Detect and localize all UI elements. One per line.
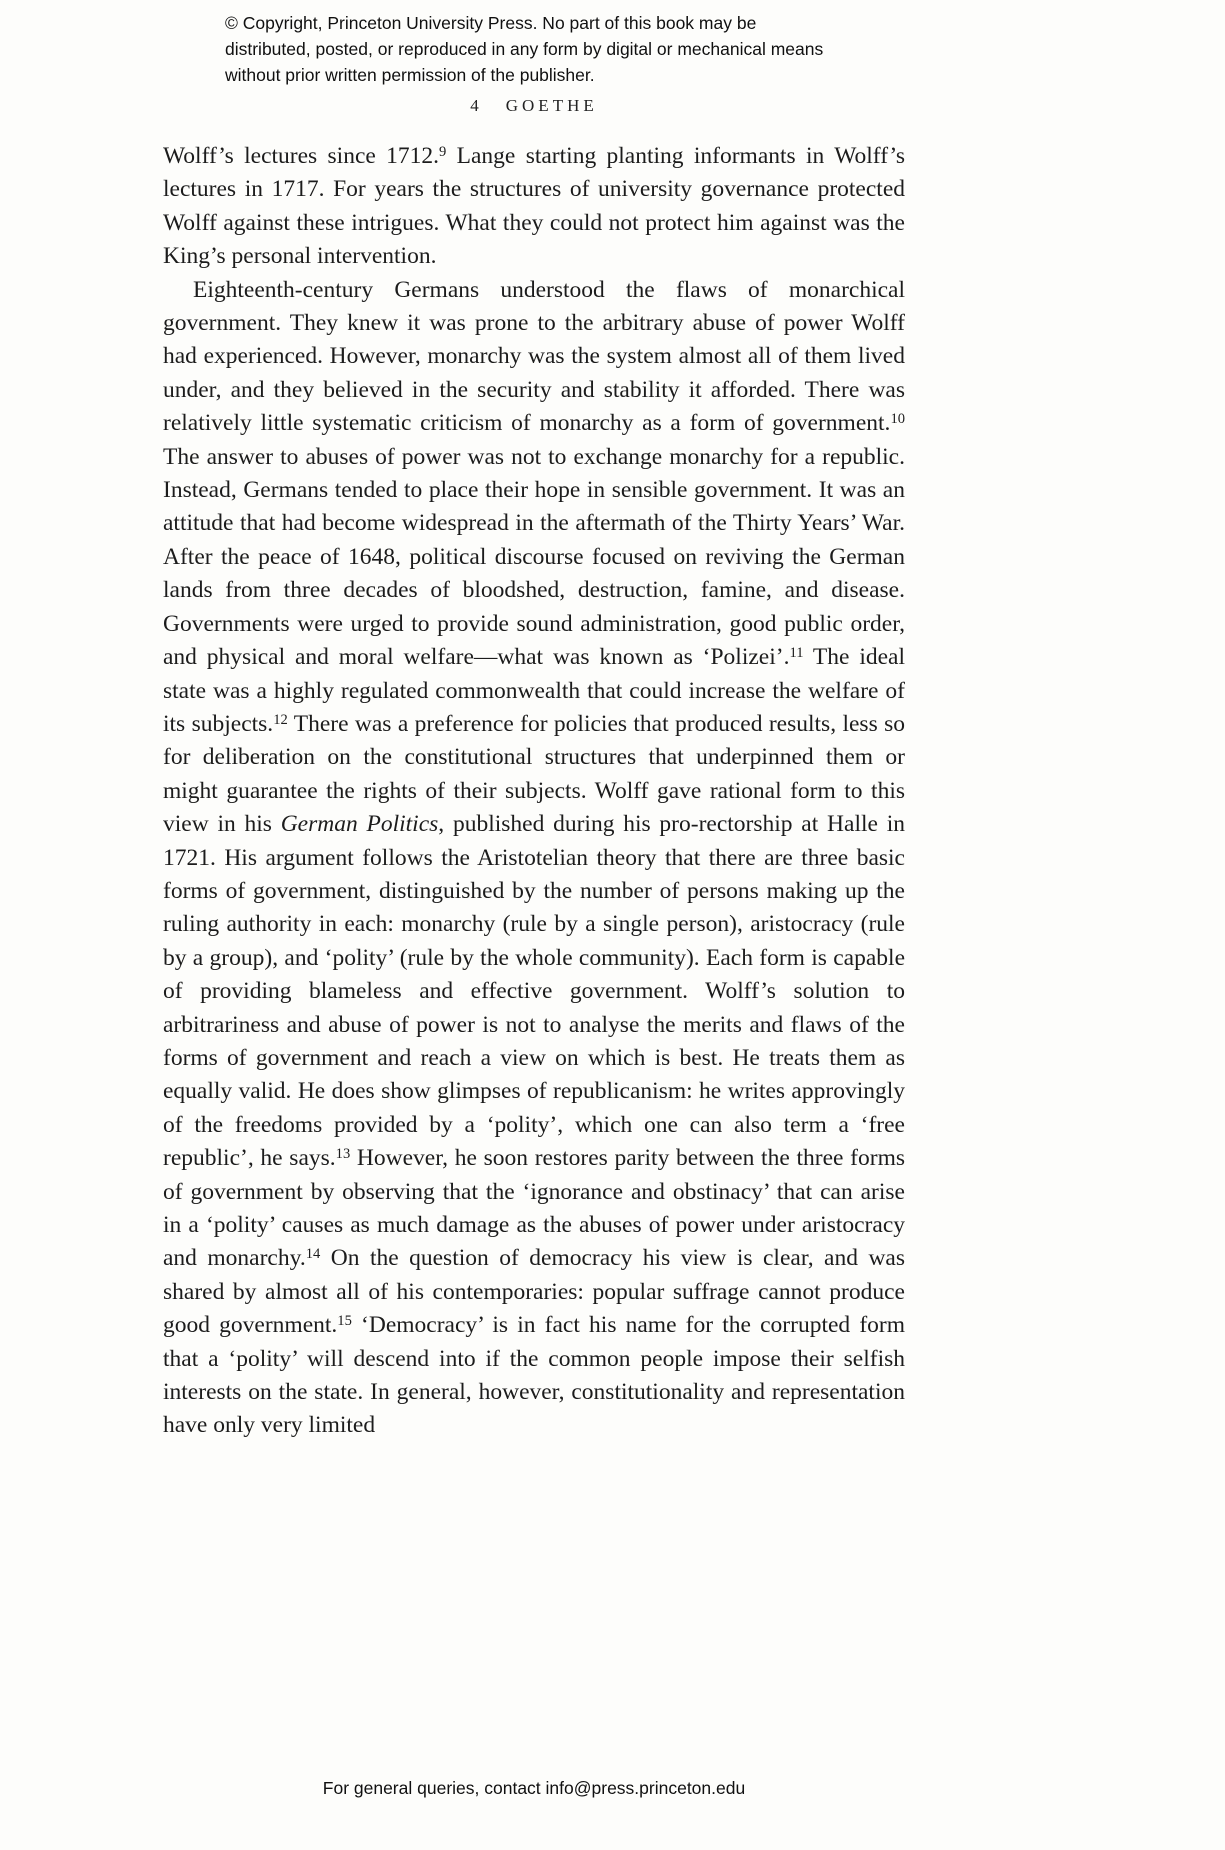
text-run: ‘Democracy’ is in fact his name for the corrupted form that a ‘polity’ will descend into if the common people impose their selfish interests on the state. In general, however, constitutionality and representation have only very limited <box>163 1312 905 1439</box>
text-run: Eighteenth-century Germans understood the flaws of monarchical government. They knew it was prone to the arbitrary abuse of power Wolff had experienced. However, monarchy was the system almost all of them lived under, and they believed in the security and stability it afforded. There was relatively little systematic criticism of monarchy as a form of government. <box>163 276 905 437</box>
footnote-reference: 9 <box>439 144 447 161</box>
text-run: , published during his pro-rectorship at Halle in 1721. His argument follows the Aristotelian theory that there are three basic forms of government, distinguished by the number of persons making up the ruling authority in each: monarchy (rule by a single person), aristocracy (rule by a group), and ‘polity’ (rule by the whole community). Each form is capable of providing blameless and effective government. Wolff’s solution to arbitrariness and abuse of power is not to analyse the merits and flaws of the forms of government and reach a view on which is best. He treats them as equally valid. He does show glimpses of republicanism: he writes approvingly of the freedoms provided by a ‘polity’, which one can also term a ‘free republic’, he says. <box>163 811 905 1172</box>
paragraph <box>163 140 905 274</box>
paragraph <box>163 274 905 1443</box>
footnote-reference: 13 <box>335 1146 351 1163</box>
copyright-notice: © Copyright, Princeton University Press. No part of this book may be distributed, posted, or reproduced in any form by digital or mechanical means without prior written permission of the publisher. <box>225 13 824 85</box>
text-run: Lange starting planting informants in Wolff’s lectures in 1717. For years the structures of university governance protected Wolff against these intrigues. What they could not protect him against was the King’s personal intervention. <box>163 143 905 270</box>
text-run: There was a preference for policies that produced results, less so for deliberation on the constitutional structures that underpinned them or might guarantee the rights of their subjects. Wolff gave rational form to this view in his <box>163 710 905 838</box>
footnote-reference: 14 <box>305 1246 321 1263</box>
footnote-reference: 15 <box>337 1313 352 1330</box>
running-title: GOETHE <box>505 96 598 115</box>
text-run: Wolff’s lectures since 1712. <box>163 143 440 169</box>
page-header <box>163 96 905 116</box>
footer-query-line: For general queries, contact info@press.princeton.edu <box>322 1778 746 1798</box>
text-run: On the question of democracy his view is clear, and was shared by almost all of his contemporaries: popular suffrage cannot produce good government. <box>163 1245 905 1339</box>
text-run: The ideal state was a highly regulated commonwealth that could increase the welfare of its subjects. <box>163 644 906 737</box>
text-run: The answer to abuses of power was not to exchange monarchy for a republic. Instead, Germans tended to place their hope in sensible government. It was an attitude that had become widespread in the aftermath of the Thirty Years’ War. After the peace of 1648, political discourse focused on reviving the German lands from three decades of bloodshed, destruction, famine, and disease. Governments were urged to provide sound administration, good public order, and physical and moral welfare—what was known as ‘Polizei’. <box>163 443 905 671</box>
page-number: 4 <box>470 96 480 115</box>
body-text <box>163 140 905 1443</box>
footnote-reference: 11 <box>789 645 804 662</box>
footnote-reference: 10 <box>890 411 905 428</box>
text-run: However, he soon restores parity between the three forms of government by observing that the ‘ignorance and obstinacy’ that can arise in a ‘polity’ causes as much damage as the abuses of power under aristocracy and monarchy. <box>163 1145 905 1272</box>
italic-text: German Politics <box>280 811 439 838</box>
footnote-reference: 12 <box>273 711 288 728</box>
